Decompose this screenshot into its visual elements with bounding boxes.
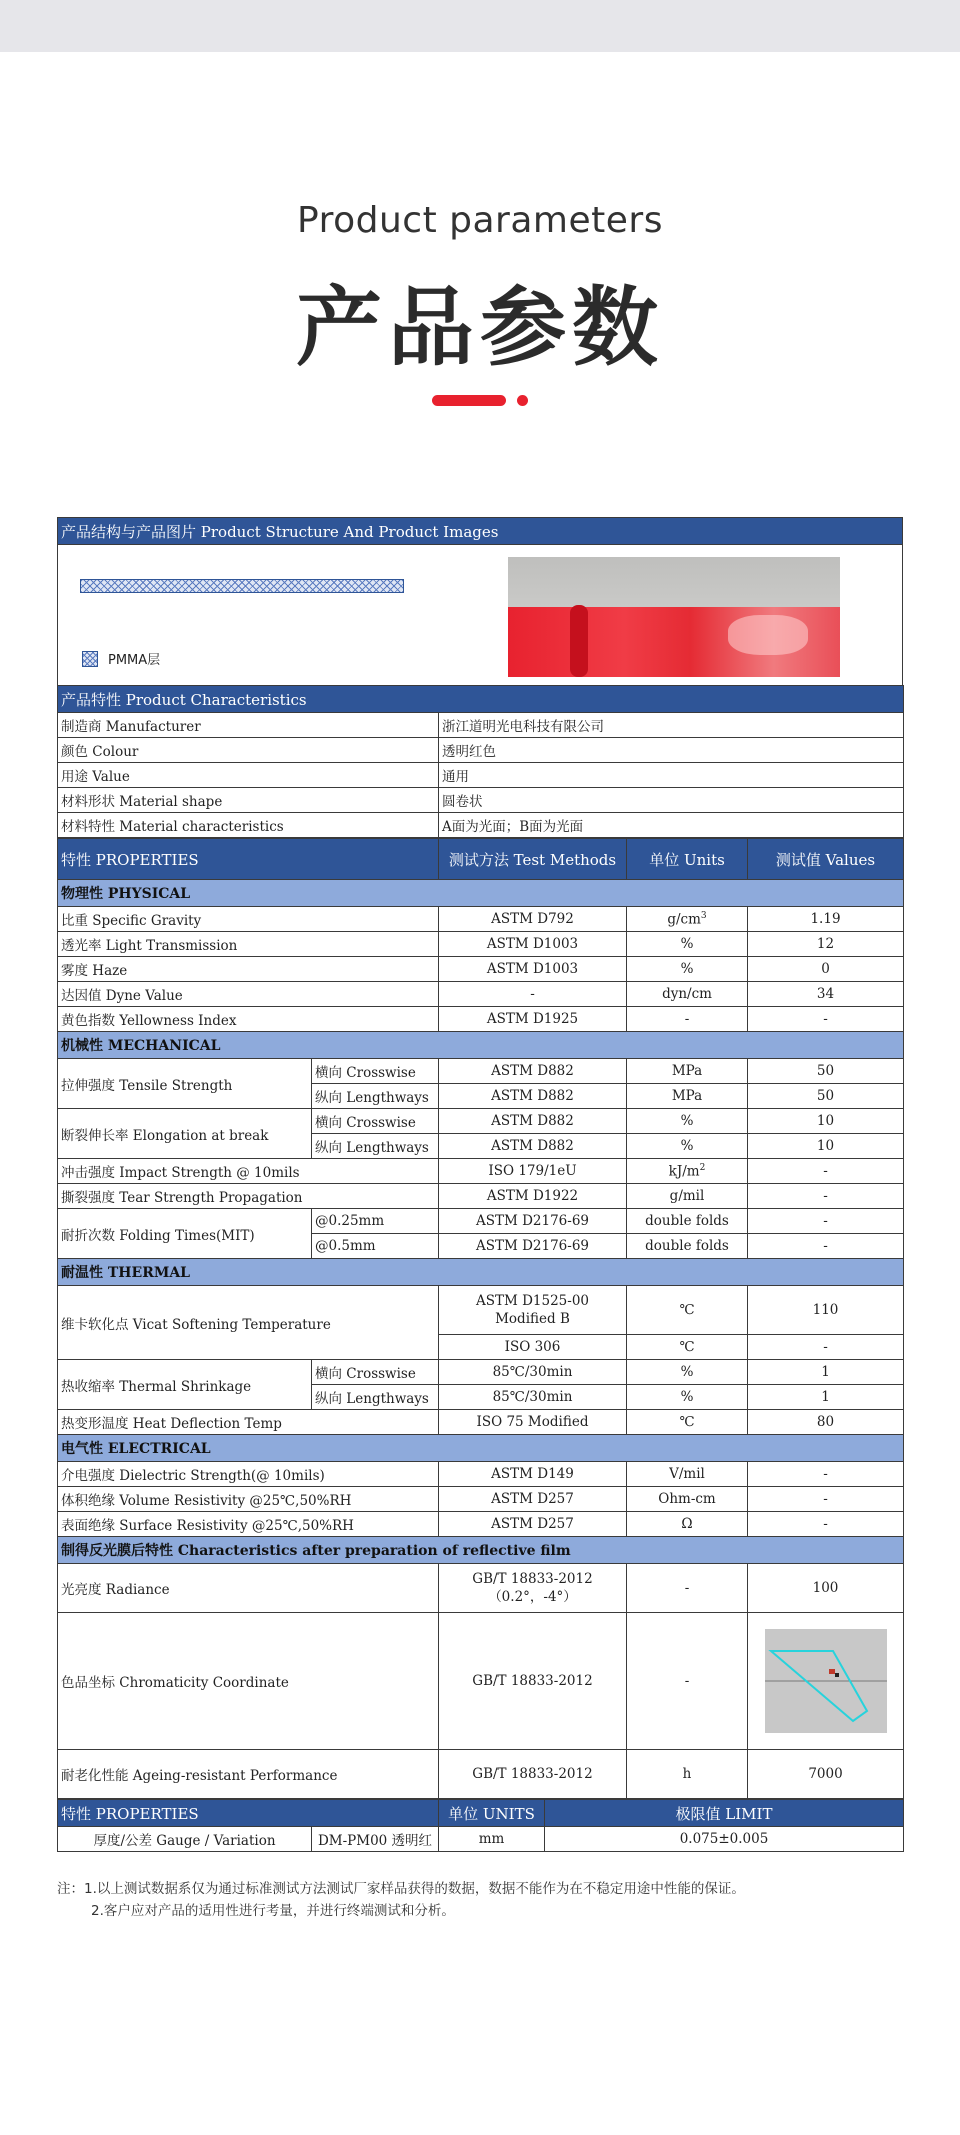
properties-table (57, 838, 904, 1799)
table-row: 厚度/公差 Gauge / Variation DM-PM00 透明红 mm 0.075±0.005 (58, 1827, 904, 1852)
col-header-unit: 单位 Units (627, 839, 748, 880)
product-photo (508, 557, 840, 677)
limit-header-limit: 极限值 LIMIT (545, 1800, 904, 1827)
structure-images (57, 545, 903, 685)
section-electrical: 电气性 ELECTRICAL (58, 1435, 904, 1462)
page-title-zh: 产品参数 (296, 278, 664, 378)
page-title-en: Product parameters (297, 200, 663, 241)
table-row: 雾度 Haze ASTM D1003 % 0 (58, 957, 904, 982)
table-row: 热收缩率 Thermal Shrinkage 横向 Crosswise 85℃/30min % 1 (58, 1360, 904, 1385)
structure-title: 产品结构与产品图片 Product Structure And Product Images (58, 518, 903, 545)
col-header-property: 特性 PROPERTIES (58, 839, 439, 880)
section-mechanical: 机械性 MECHANICAL (58, 1032, 904, 1059)
table-row: 纵向 Lengthways ASTM D882 MPa 50 (58, 1084, 904, 1109)
section-physical: 物理性 PHYSICAL (58, 880, 904, 907)
table-row: 介电强度 Dielectric Strength(@ 10mils) ASTM D149 V/mil - (58, 1462, 904, 1487)
col-header-value: 测试值 Values (748, 839, 904, 880)
decor-line (432, 395, 506, 406)
characteristics-title: 产品特性 Product Characteristics (58, 686, 904, 713)
decor-dot (517, 395, 528, 406)
structure-table (57, 517, 903, 545)
table-row: 黄色指数 Yellowness Index ASTM D1925 - - (58, 1007, 904, 1032)
table-row: ISO 306 ℃ - (58, 1335, 904, 1360)
limit-table (57, 1799, 904, 1852)
footnote-2: 2.客户应对产品的适用性进行考量，并进行终端测试和分析。 (91, 1903, 455, 1919)
table-row: 材料形状 Material shape 圆卷状 (58, 788, 904, 813)
table-row: 撕裂强度 Tear Strength Propagation ASTM D1922 g/mil - (58, 1184, 904, 1209)
characteristics-table (57, 685, 904, 838)
col-header-method: 测试方法 Test Methods (439, 839, 627, 880)
table-row: 用途 Value 通用 (58, 763, 904, 788)
table-row: 制造商 Manufacturer 浙江道明光电科技有限公司 (58, 713, 904, 738)
pmma-legend-label: PMMA层 (108, 653, 161, 668)
spec-sheet (57, 517, 903, 1852)
pmma-legend-swatch (82, 651, 98, 667)
table-row: 热变形温度 Heat Deflection Temp ISO 75 Modified ℃ 80 (58, 1410, 904, 1435)
table-row: 断裂伸长率 Elongation at break 横向 Crosswise ASTM D882 % 10 (58, 1109, 904, 1134)
table-row: 材料特性 Material characteristics A面为光面；B面为光面 (58, 813, 904, 838)
top-bar (0, 0, 960, 52)
table-row: 比重 Specific Gravity ASTM D792 $g/cm^3$ 1.19 (58, 907, 904, 932)
table-row: 维卡软化点 Vicat Softening Temperature ASTM D1525-00 Modified B ℃ 110 (58, 1286, 904, 1335)
section-reflective: 制得反光膜后特性 Characteristics after preparation of reflective film (58, 1537, 904, 1564)
table-row: 光亮度 Radiance GB/T 18833-2012 （0.2°，-4°） - 100 (58, 1564, 904, 1613)
film-layer-diagram (80, 579, 404, 593)
table-row: 色品坐标 Chromaticity Coordinate GB/T 18833-2012 - (58, 1613, 904, 1750)
table-row: 耐老化性能 Ageing-resistant Performance GB/T 18833-2012 h 7000 (58, 1750, 904, 1799)
chromaticity-diagram (765, 1629, 887, 1733)
table-row: 透光率 Light Transmission ASTM D1003 % 12 (58, 932, 904, 957)
footnotes (57, 1878, 917, 1922)
table-row: 达因值 Dyne Value - dyn/cm 34 (58, 982, 904, 1007)
footnote-1: 注：1.以上测试数据系仅为通过标准测试方法测试厂家样品获得的数据，数据不能作为在不稳定用途中性能的保证。 (57, 1881, 745, 1897)
table-row: 颜色 Colour 透明红色 (58, 738, 904, 763)
section-thermal: 耐温性 THERMAL (58, 1259, 904, 1286)
table-row: 表面绝缘 Surface Resistivity @25℃,50%RH ASTM D257 Ω - (58, 1512, 904, 1537)
limit-header-unit: 单位 UNITS (439, 1800, 545, 1827)
limit-header-property: 特性 PROPERTIES (58, 1800, 439, 1827)
table-row: @0.5mm ASTM D2176-69 double folds - (58, 1234, 904, 1259)
table-row: 拉伸强度 Tensile Strength 横向 Crosswise ASTM D882 MPa 50 (58, 1059, 904, 1084)
table-row: 耐折次数 Folding Times(MIT) @0.25mm ASTM D2176-69 double folds - (58, 1209, 904, 1234)
table-row: 纵向 Lengthways 85℃/30min % 1 (58, 1385, 904, 1410)
table-row: 体积绝缘 Volume Resistivity @25℃,50%RH ASTM D257 Ohm-cm - (58, 1487, 904, 1512)
table-row: 纵向 Lengthways ASTM D882 % 10 (58, 1134, 904, 1159)
table-row: 冲击强度 Impact Strength @ 10mils ISO 179/1eU $kJ/m^2$ - (58, 1159, 904, 1184)
